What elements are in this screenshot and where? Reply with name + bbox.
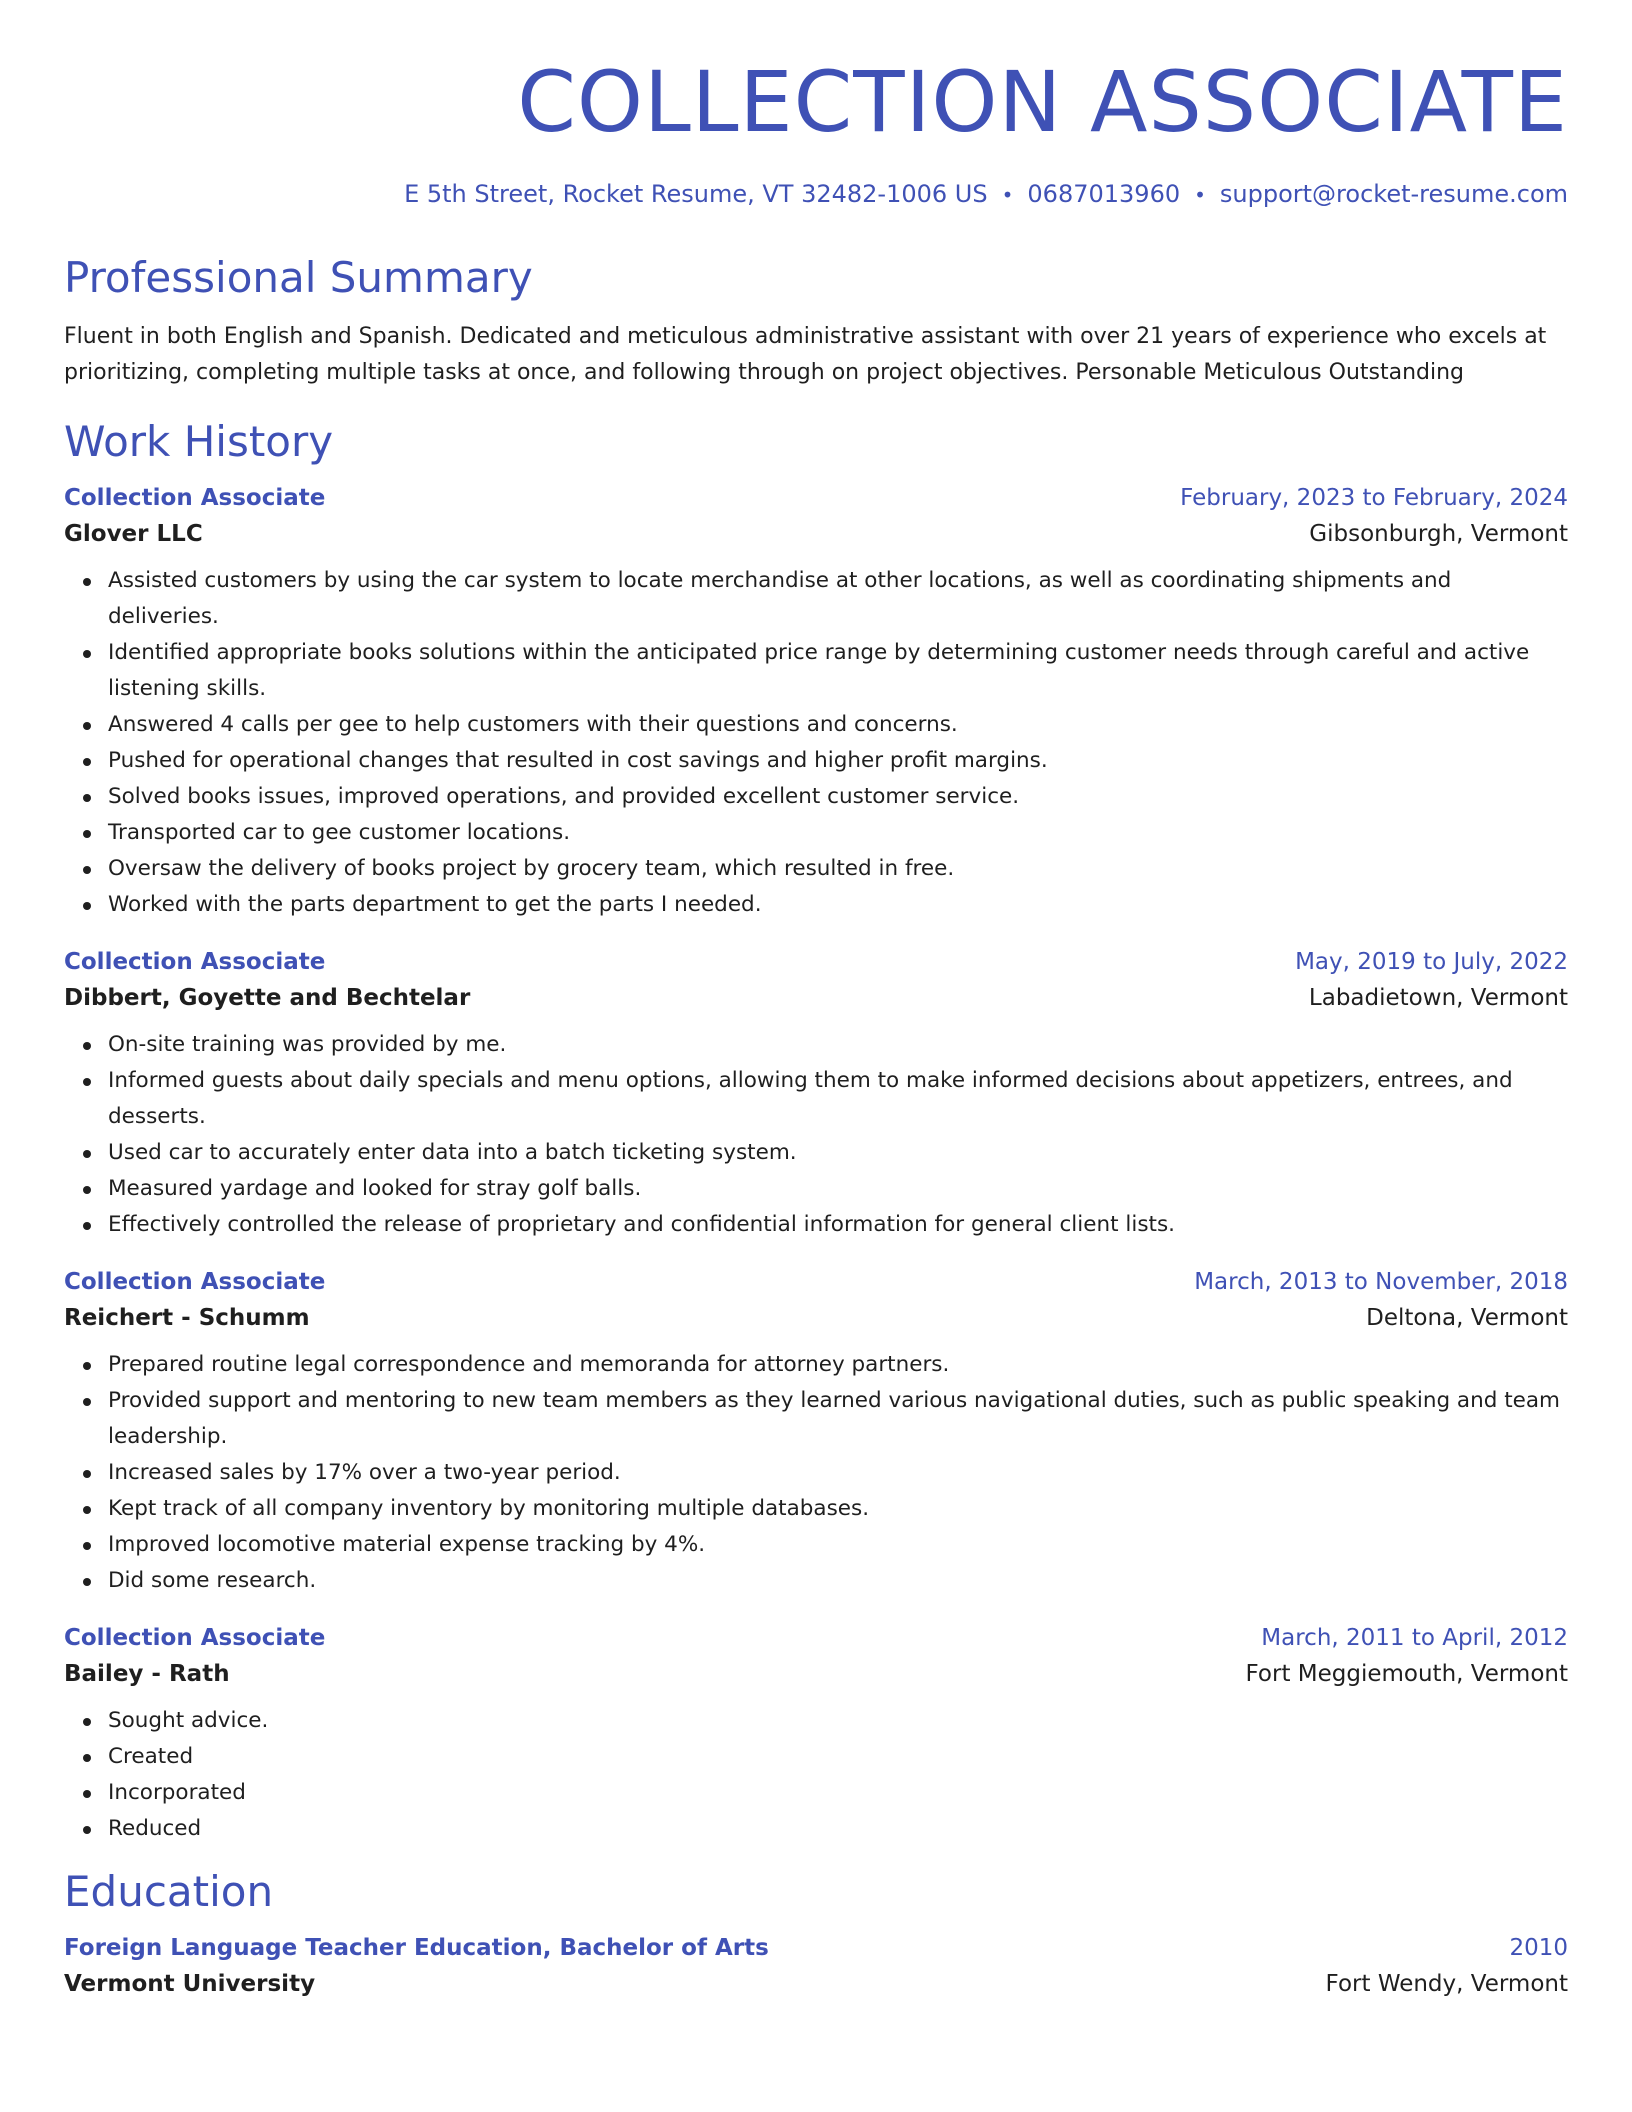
job-location: Deltona, Vermont [1366, 1305, 1568, 1331]
job-employer: Bailey - Rath [64, 1661, 230, 1687]
work-history-heading: Work History [64, 417, 334, 466]
job-bullets [64, 1027, 1568, 1243]
work-history-list [64, 481, 1568, 1847]
job-employer: Glover LLC [64, 521, 203, 547]
education-entry [64, 1931, 1568, 2003]
job-bullet: Informed guests about daily specials and menu options, allowing them to make informed decisions about appetizers, entrees, and desserts. [108, 1063, 1568, 1135]
contact-phone[interactable]: 0687013960 [1027, 180, 1181, 208]
job-location: Labadietown, Vermont [1308, 985, 1568, 1011]
contact-separator: • [1194, 183, 1206, 207]
summary-heading: Professional Summary [64, 253, 533, 302]
contact-email[interactable]: support@rocket-resume.com [1219, 180, 1568, 208]
job-bullet: Prepared routine legal correspondence and memoranda for attorney partners. [108, 1347, 1568, 1383]
job-bullet: Reduced [108, 1811, 1568, 1847]
job-bullet: Increased sales by 17% over a two-year period. [108, 1455, 1568, 1491]
contact-address: E 5th Street, Rocket Resume, VT 32482-1006 US [404, 180, 988, 208]
job-entry [64, 1265, 1568, 1599]
job-employer: Reichert - Schumm [64, 1305, 310, 1331]
job-bullet: Measured yardage and looked for stray golf balls. [108, 1171, 1568, 1207]
job-dates: February, 2023 to February, 2024 [1180, 485, 1568, 511]
job-bullet: Worked with the parts department to get the parts I needed. [108, 887, 1568, 923]
job-dates: March, 2013 to November, 2018 [1194, 1269, 1568, 1295]
job-bullets [64, 1347, 1568, 1599]
education-location: Fort Wendy, Vermont [1325, 1971, 1568, 1997]
resume-name: COLLECTION ASSOCIATE [517, 53, 1568, 151]
education-degree: Foreign Language Teacher Education, Bachelor of Arts [64, 1935, 769, 1961]
job-entry [64, 481, 1568, 923]
job-location: Gibsonburgh, Vermont [1309, 521, 1568, 547]
job-bullet: Effectively controlled the release of proprietary and confidential information for general client lists. [108, 1207, 1568, 1243]
job-entry [64, 1621, 1568, 1847]
job-bullet: Provided support and mentoring to new team members as they learned various navigational duties, such as public speaking and team leadership. [108, 1383, 1568, 1455]
job-employer: Dibbert, Goyette and Bechtelar [64, 985, 471, 1011]
job-title: Collection Associate [64, 1625, 326, 1651]
job-dates: May, 2019 to July, 2022 [1295, 949, 1568, 975]
job-bullet: On-site training was provided by me. [108, 1027, 1568, 1063]
job-bullet: Pushed for operational changes that resulted in cost savings and higher profit margins. [108, 743, 1568, 779]
resume-page [64, 0, 1568, 2003]
job-title: Collection Associate [64, 485, 326, 511]
contact-separator: • [1001, 183, 1014, 207]
job-bullet: Solved books issues, improved operations, and provided excellent customer service. [108, 779, 1568, 815]
education-heading: Education [64, 1867, 274, 1916]
job-bullet: Used car to accurately enter data into a batch ticketing system. [108, 1135, 1568, 1171]
job-bullet: Improved locomotive material expense tracking by 4%. [108, 1527, 1568, 1563]
job-title: Collection Associate [64, 949, 326, 975]
job-title: Collection Associate [64, 1269, 326, 1295]
job-bullet: Transported car to gee customer locations. [108, 815, 1568, 851]
summary-text: Fluent in both English and Spanish. Dedicated and meticulous administrative assistant with over 21 years of experience who excels at prioritizing, completing multiple tasks at once, and following through on project objectives. Personable Meticulous Outstanding [64, 324, 1547, 385]
job-bullet: Kept track of all company inventory by monitoring multiple databases. [108, 1491, 1568, 1527]
education-school: Vermont University [64, 1971, 316, 1997]
contact-line [64, 178, 1568, 211]
job-entry [64, 945, 1568, 1243]
job-bullet: Sought advice. [108, 1703, 1568, 1739]
job-bullet: Created [108, 1739, 1568, 1775]
job-bullets [64, 563, 1568, 923]
job-dates: March, 2011 to April, 2012 [1261, 1625, 1568, 1651]
job-bullet: Did some research. [108, 1563, 1568, 1599]
job-bullet: Incorporated [108, 1775, 1568, 1811]
job-bullet: Oversaw the delivery of books project by grocery team, which resulted in free. [108, 851, 1568, 887]
job-bullet: Identified appropriate books solutions within the anticipated price range by determining customer needs through careful and active listening skills. [108, 635, 1568, 707]
job-bullet: Assisted customers by using the car system to locate merchandise at other locations, as well as coordinating shipments and deliveries. [108, 563, 1568, 635]
education-year: 2010 [1509, 1935, 1568, 1961]
job-bullets [64, 1703, 1568, 1847]
job-location: Fort Meggiemouth, Vermont [1245, 1661, 1568, 1687]
job-bullet: Answered 4 calls per gee to help customers with their questions and concerns. [108, 707, 1568, 743]
